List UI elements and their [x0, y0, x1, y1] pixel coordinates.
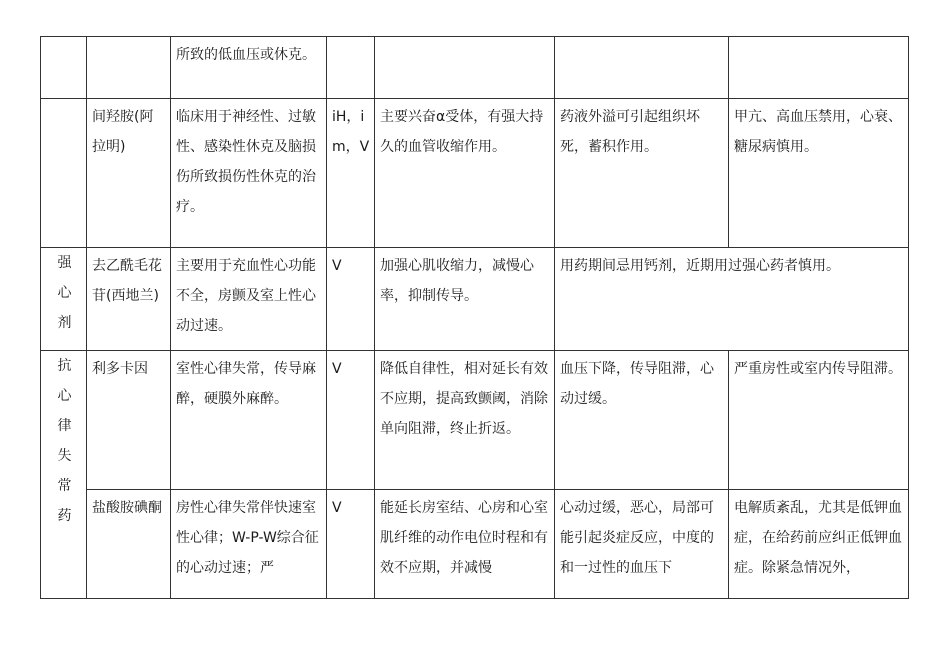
adverse-cell: 药液外溢可引起组织坏死，蓄积作用。 [555, 99, 729, 248]
route-cell: iH，im，V [327, 99, 375, 248]
adverse-cell: 心动过缓，恶心，局部可能引起炎症反应，中度的和一过性的血压下 [555, 490, 729, 599]
category-cell: 强心剂 [41, 248, 87, 351]
route-cell [327, 37, 375, 99]
adverse-cell: 血压下降，传导阻滞，心动过缓。 [555, 351, 729, 490]
action-cell: 主要兴奋α受体，有强大持久的血管收缩作用。 [375, 99, 555, 248]
indication-cell: 室性心律失常，传导麻醉，硬膜外麻醉。 [171, 351, 327, 490]
indication-cell: 房性心律失常伴快速室性心律；W-P-W综合征的心动过速；严 [171, 490, 327, 599]
table-row [41, 490, 909, 599]
adverse-cell [555, 37, 729, 99]
table-row [41, 37, 909, 99]
indication-cell: 主要用于充血性心功能不全，房颤及室上性心动过速。 [171, 248, 327, 351]
action-cell: 降低自律性，相对延长有效不应期，提高致颤阈，消除单向阻滞，终止折返。 [375, 351, 555, 490]
merged-note-cell: 用药期间忌用钙剂，近期用过强心药者慎用。 [555, 248, 909, 351]
route-cell: V [327, 490, 375, 599]
action-cell: 能延长房室结、心房和心室肌纤维的动作电位时程和有效不应期，并减慢 [375, 490, 555, 599]
indication-cell: 所致的低血压或休克。 [171, 37, 327, 99]
table-row [41, 248, 909, 351]
note-cell: 甲亢、高血压禁用，心衰、糖尿病慎用。 [729, 99, 909, 248]
note-cell [729, 37, 909, 99]
drug-name-cell: 去乙酰毛花苷(西地兰) [87, 248, 171, 351]
route-cell: V [327, 351, 375, 490]
action-cell: 加强心肌收缩力，减慢心率，抑制传导。 [375, 248, 555, 351]
drug-name-cell [87, 37, 171, 99]
note-cell: 电解质紊乱，尤其是低钾血症，在给药前应纠正低钾血症。除紧急情况外， [729, 490, 909, 599]
route-cell: V [327, 248, 375, 351]
note-cell: 严重房性或室内传导阻滞。 [729, 351, 909, 490]
category-cell [41, 37, 87, 99]
indication-cell: 临床用于神经性、过敏性、感染性休克及脑损伤所致损伤性休克的治疗。 [171, 99, 327, 248]
table-row [41, 99, 909, 248]
action-cell [375, 37, 555, 99]
category-cell [41, 99, 87, 248]
drug-table [40, 36, 909, 599]
drug-name-cell: 盐酸胺碘酮 [87, 490, 171, 599]
drug-name-cell: 间羟胺(阿拉明) [87, 99, 171, 248]
drug-name-cell: 利多卡因 [87, 351, 171, 490]
category-cell: 抗心律失常药 [41, 351, 87, 599]
table-row [41, 351, 909, 490]
